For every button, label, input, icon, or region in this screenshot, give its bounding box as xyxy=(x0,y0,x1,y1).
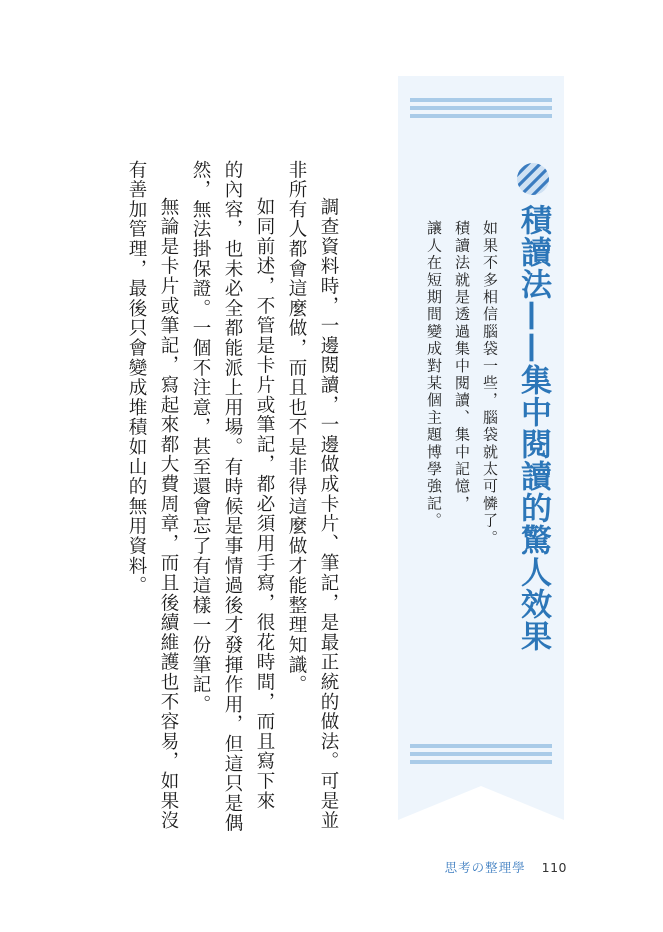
stripe xyxy=(410,98,552,102)
body-line: 然，無法掛保證。一個不注意，甚至還會忘了有這樣一份筆記。 xyxy=(190,160,211,715)
bookmark-panel xyxy=(398,76,564,820)
summary-line: 如果不多相信腦袋一些，腦袋就太可憐了。 xyxy=(481,220,499,547)
stripe xyxy=(410,114,552,118)
body-text xyxy=(118,160,344,834)
body-line: 非所有人都會這麼做，而且也不是非得這麼做才能整理知識。 xyxy=(286,160,307,695)
bottom-stripes xyxy=(410,744,552,768)
body-line: 有善加管理，最後只會變成堆積如山的無用資料。 xyxy=(126,160,147,596)
section-title: 積讀法——集中閱讀的驚人效果 xyxy=(515,204,551,652)
stripe xyxy=(410,752,552,756)
body-line: 無論是卡片或筆記，寫起來都大費周章，而且後續維護也不容易，如果沒 xyxy=(158,197,179,831)
summary-line: 積讀法就是透過集中閱讀、集中記憶， xyxy=(453,220,471,513)
striped-circle-icon xyxy=(516,162,550,196)
stripe xyxy=(410,760,552,764)
body-line: 如同前述，不管是卡片或筆記，都必須用手寫，很花時間，而且寫下來 xyxy=(254,197,275,811)
top-stripes xyxy=(410,98,552,122)
summary-line: 讓人在短期間變成對某個主題博學強記。 xyxy=(425,220,443,530)
page-footer xyxy=(445,858,567,876)
stripe xyxy=(410,106,552,110)
bookmark-summary xyxy=(420,220,504,600)
body-line: 的內容，也未必全都能派上用場。有時候是事情過後才發揮作用，但這只是偶 xyxy=(222,160,243,834)
body-line: 調查資料時，一邊閱讀，一邊做成卡片、筆記，是最正統的做法。可是並 xyxy=(318,197,339,831)
running-title: 思考の整理學 xyxy=(444,860,526,875)
page-number: 110 xyxy=(541,860,567,875)
stripe xyxy=(410,744,552,748)
